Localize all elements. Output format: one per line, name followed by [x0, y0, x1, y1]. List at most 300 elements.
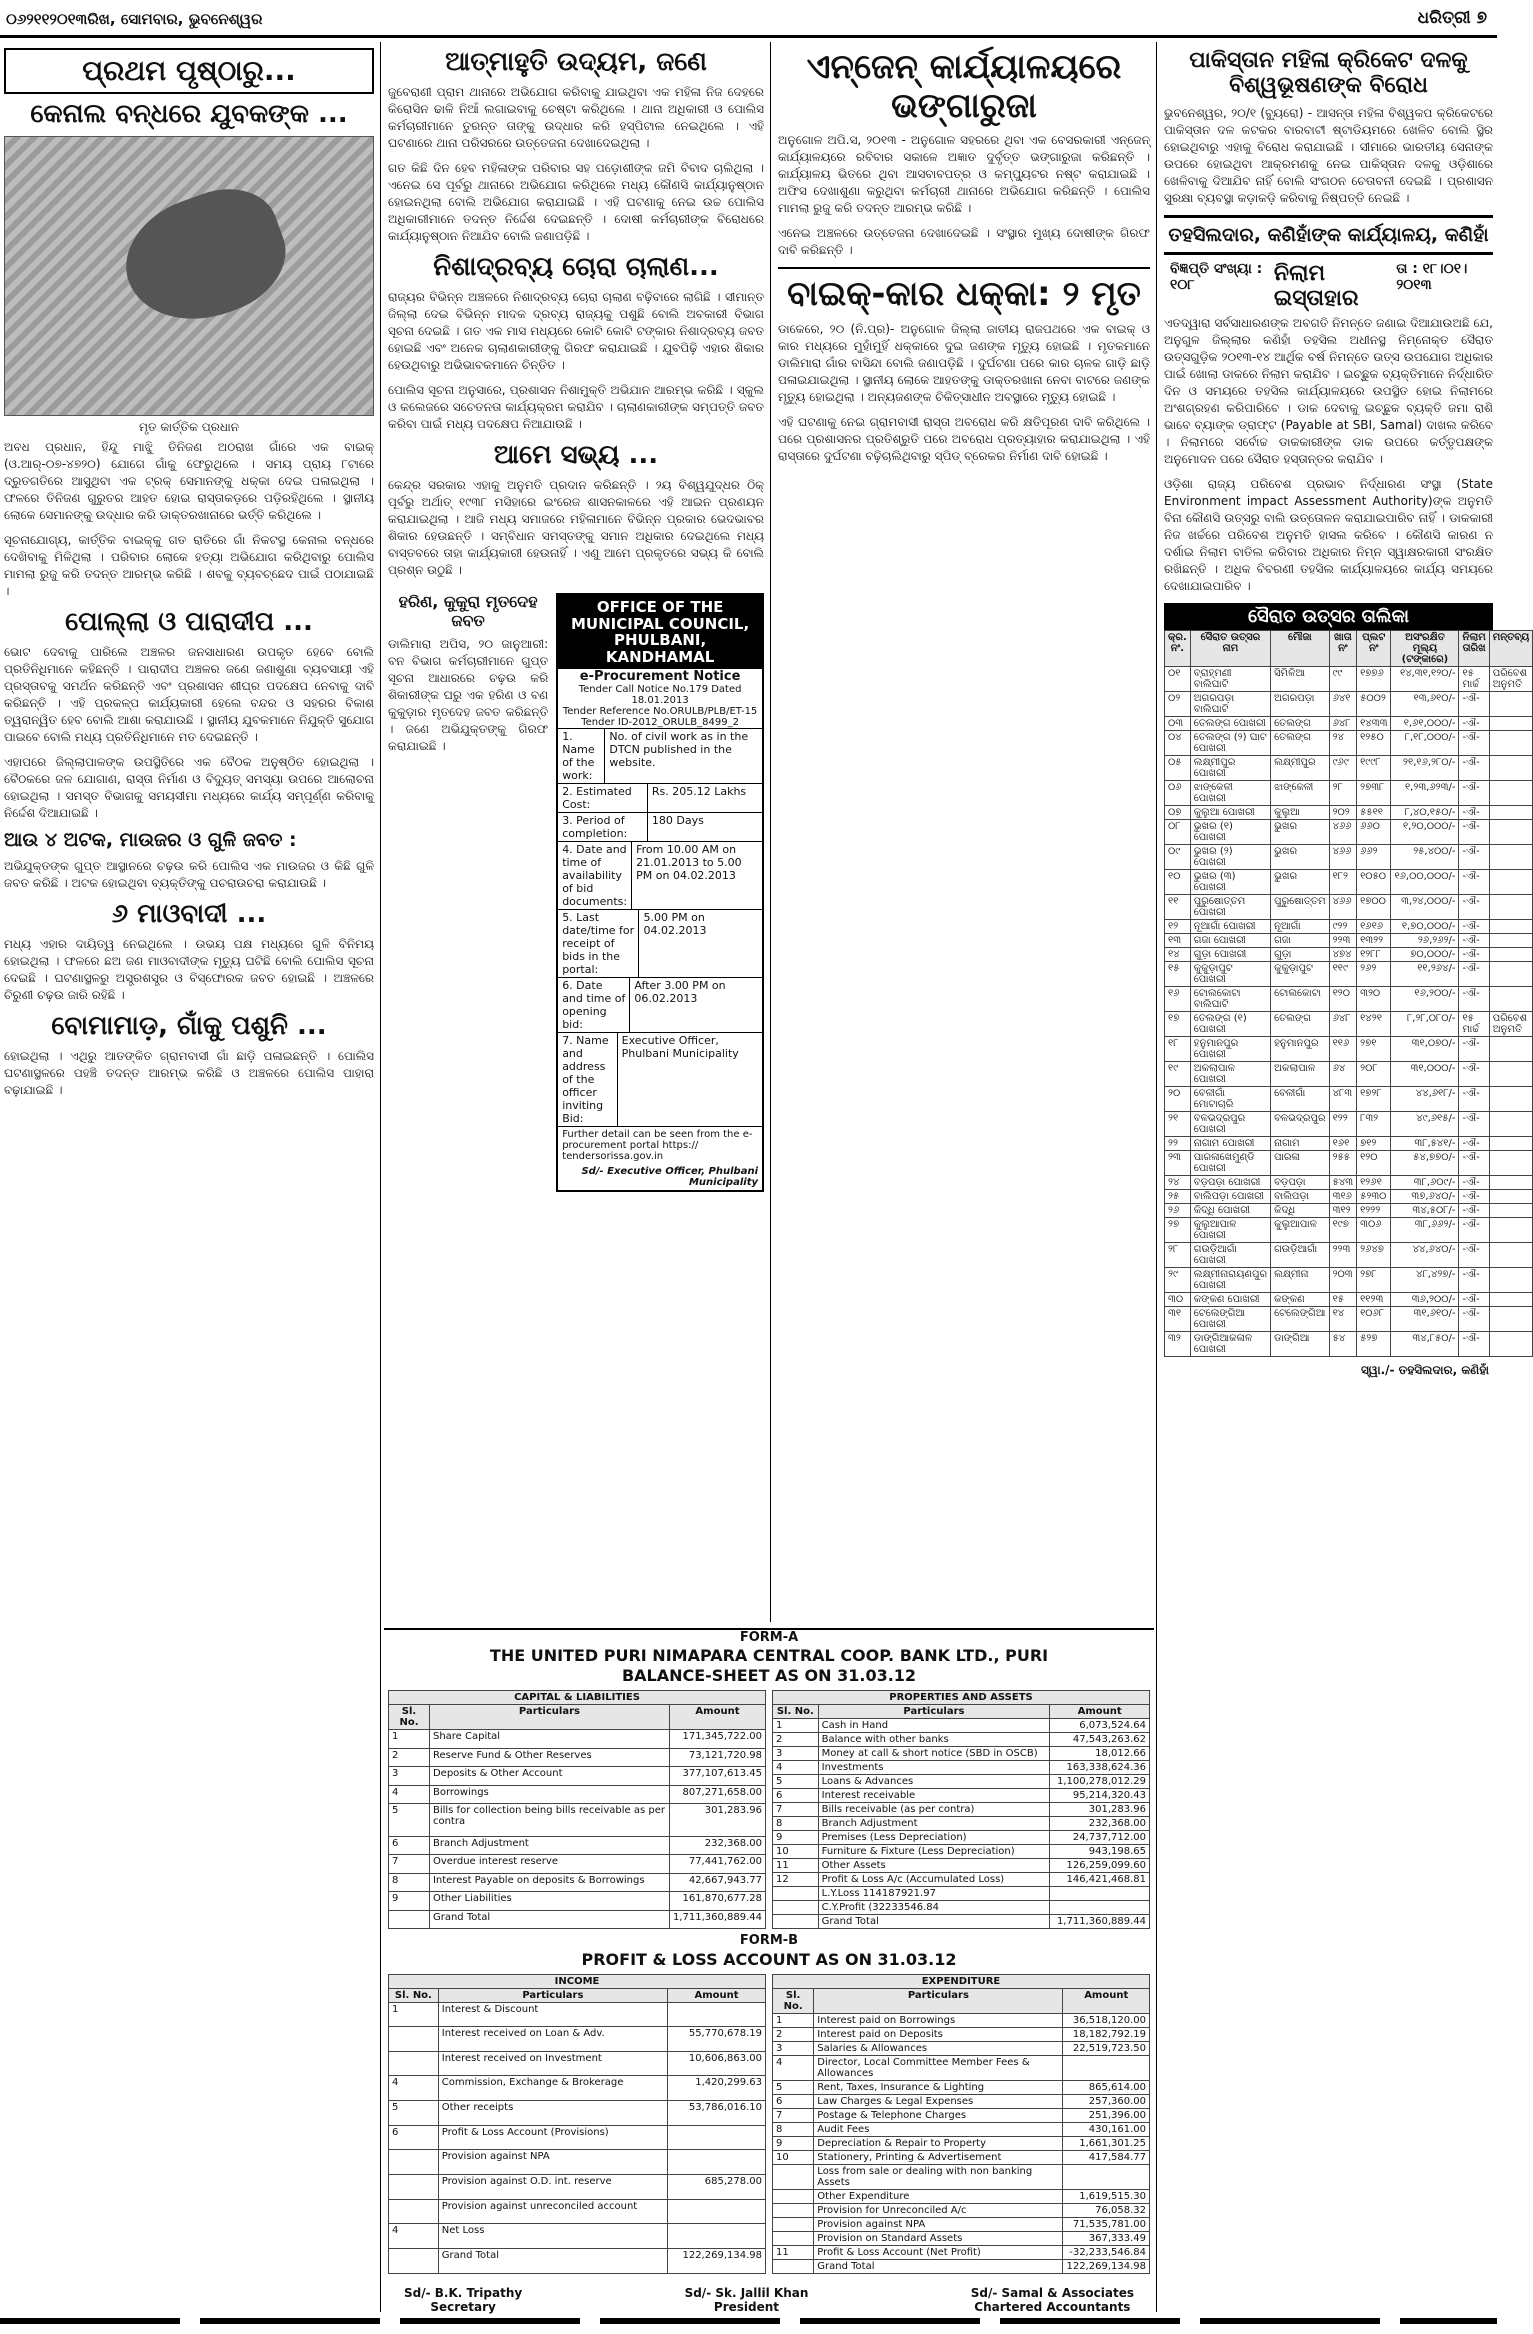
table-cell: ୩,୨୪,୦୦୦/-: [1391, 895, 1459, 920]
table-cell: 8: [389, 1873, 430, 1891]
table-cell: ୦୮: [1165, 820, 1191, 845]
table-cell: ୧୫ ମାର୍ଚ୍ଚ: [1459, 667, 1489, 692]
table-row: [389, 1730, 766, 1748]
table-cell: ପରିବେଶ ଅନୁମତି: [1489, 1012, 1533, 1037]
table-cell: 8: [773, 1817, 819, 1831]
table-cell: 9: [389, 1892, 430, 1910]
table-cell: ତେଲଙ୍ଗ: [1271, 731, 1329, 756]
signatory: [685, 2286, 809, 2314]
table-cell: -ଐ-: [1459, 1062, 1489, 1087]
table-cell: [773, 1887, 819, 1901]
table-cell: ୧୦୫୦: [1357, 870, 1391, 895]
table-cell: 1,619,515.30: [1063, 2189, 1150, 2203]
table-cell: ତେଲଙ୍ଗ ପୋଖରୀ: [1190, 717, 1270, 731]
table-cell: -ଐ-: [1459, 870, 1489, 895]
table-cell: ପରିବେଶ ଅନୁମତି: [1489, 667, 1533, 692]
table-cell: 9: [773, 1831, 819, 1845]
table-cell: 1,711,360,889.44: [1050, 1915, 1150, 1929]
table-cell: ୪୭୪: [1329, 948, 1357, 962]
balance-sheet-title: BALANCE-SHEET AS ON 31.03.12: [621, 1666, 917, 1686]
table-row: [389, 2027, 766, 2052]
signatory-role: Secretary: [430, 2299, 496, 2314]
table-cell: [668, 2150, 766, 2175]
table-cell: [1489, 934, 1533, 948]
table-cell: Interest Payable on deposits & Borrowings: [429, 1873, 669, 1891]
tender-key: 4. Date and time of availability of bid documents:: [558, 842, 632, 909]
notice-body: ଓଡ଼ିଶା ରାଜ୍ୟ ପରିବେଶ ପ୍ରଭାବ ନିର୍ଦ୍ଧାରଣ ସଂସ୍ଥା (State Environment impact Assessment Authority)ଙ୍କ ଅନୁମତି ବିନା କୌଣସି ଉତ୍ସରୁ ବାଲି ଉତ୍ତୋଳନ କରାଯାଇପାରିବ ନାହିଁ । ଡାକକାରୀ ନିଜ ଖର୍ଚ୍ଚରେ ପରିବେଶ ଅନୁମତି ହାସଲ କରିବେ । କୌଣସି କାରଣ ନ ଦର୍ଶାଇ ନିଲାମ ବାତିଲ କରିବାର ଅଧିକାର ନିମ୍ନ ସ୍ୱାକ୍ଷରକାରୀ ସଂରକ୍ଷିତ ରଖିଛନ୍ତି । ଅଧିକ ବିବରଣୀ ତହସିଲ କାର୍ଯ୍ୟାଳୟରେ କାର୍ଯ୍ୟ ସମୟରେ ଦେଖାଯାଇପାରିବ ।: [1164, 477, 1493, 594]
table-row: [773, 2245, 1150, 2259]
table-cell: Interest receivable: [818, 1789, 1050, 1803]
table-cell: [1489, 731, 1533, 756]
table-row: [389, 1836, 766, 1854]
table-cell: ୩୨୦: [1357, 987, 1391, 1012]
table-cell: [1489, 1293, 1533, 1307]
tender-key: 3. Period of completion:: [558, 813, 648, 841]
table-cell: 36,518,120.00: [1063, 2013, 1150, 2027]
balance-sheet-ad: [384, 1628, 1154, 2318]
table-cell: ୨୨୩: [1329, 1243, 1357, 1268]
tender-key: 6. Date and time of opening bid:: [558, 978, 630, 1032]
table-cell: [773, 1901, 819, 1915]
table-row: [773, 2189, 1150, 2203]
table-row: [773, 1915, 1150, 1929]
table-cell: ୨୮: [1165, 1243, 1191, 1268]
table-cell: [1489, 1176, 1533, 1190]
table-cell: 5: [773, 2080, 814, 2094]
table-cell: Provision against unreconciled account: [438, 2199, 667, 2224]
table-row: [1165, 1137, 1533, 1151]
table-row: [773, 2164, 1150, 2189]
table-cell: C.Y.Profit (32233546.84: [818, 1901, 1050, 1915]
table-row: [773, 2027, 1150, 2041]
table-cell: ୩୦୬: [1357, 1218, 1391, 1243]
table-cell: [773, 1915, 819, 1929]
table-cell: [389, 2051, 439, 2076]
table-cell: 1,420,299.63: [668, 2076, 766, 2101]
table-cell: ୧୬: [1165, 987, 1191, 1012]
col-header: Particulars: [818, 1705, 1050, 1719]
table-row: [1165, 756, 1533, 781]
tender-key: 5. Last date/time for receipt of bids in the portal:: [558, 910, 639, 977]
table-cell: [1489, 717, 1533, 731]
table-cell: 3: [389, 1767, 430, 1785]
table-cell: ୨୬,୨୬୨/-: [1391, 934, 1459, 948]
table-cell: ୧୫: [1165, 962, 1191, 987]
table-cell: ୧୭୭୬: [1357, 667, 1391, 692]
table-cell: -ଐ-: [1459, 845, 1489, 870]
table-cell: -ଐ-: [1459, 717, 1489, 731]
table-cell: ୨୫,୪୦୦/-: [1391, 845, 1459, 870]
tender-line: Tender Reference No.ORULB/PLB/ET-15: [562, 706, 758, 718]
table-cell: [1050, 1901, 1150, 1915]
table-cell: ୧୪୩୩: [1357, 717, 1391, 731]
table-row: [1165, 1307, 1533, 1332]
table-row: [773, 2259, 1150, 2273]
table-row: [773, 1887, 1150, 1901]
table-row: [773, 2136, 1150, 2150]
table-cell: ୪୬୬: [1329, 820, 1357, 845]
table-cell: -ଐ-: [1459, 1151, 1489, 1176]
table-cell: Interest received on Loan & Adv.: [438, 2027, 667, 2052]
table-cell: ୨୭୧: [1357, 1037, 1391, 1062]
table-cell: 126,259,099.60: [1050, 1859, 1150, 1873]
table-row: [389, 1873, 766, 1891]
table-cell: ୧୩,୬୧୦/-: [1391, 692, 1459, 717]
table-cell: 8: [773, 2122, 814, 2136]
story-headline: ପୋଲ୍ଲା ଓ ପାରାଦୀପ ...: [65, 607, 313, 638]
table-cell: 430,161.00: [1063, 2122, 1150, 2136]
table-cell: ତେଲଙ୍ଗ: [1271, 1012, 1329, 1037]
table-cell: -ଐ-: [1459, 692, 1489, 717]
table-cell: ନାଗାମ ପୋଖରୀ: [1190, 1137, 1270, 1151]
table-cell: [389, 2248, 439, 2273]
table-cell: 18,182,792.19: [1063, 2027, 1150, 2041]
table-cell: ୪୬୬: [1329, 845, 1357, 870]
table-row: [1165, 1176, 1533, 1190]
table-row: [1165, 1012, 1533, 1037]
story-body: ହୋଇଥିଲା । ଏଥିରୁ ଆତଙ୍କିତ ଗ୍ରାମବାସୀ ଗାଁ ଛାଡ଼ି ପଳାଇଛନ୍ତି । ପୋଲିସ ଘଟଣାସ୍ଥଳରେ ପହଞ୍ଚି ତଦନ୍ତ ଆରମ୍ଭ କରିଛି ଓ ଅଞ୍ଚଳରେ ପୋଲିସ ପାହାରା ବଢ଼ାଯାଇଛି ।: [4, 1049, 374, 1098]
col-header: Amount: [669, 1705, 765, 1730]
table-cell: -ଐ-: [1459, 920, 1489, 934]
tahasildar-signature: ସ୍ୱା./- ତହସିଲଦାର, କଣିହାଁ: [1360, 1363, 1489, 1378]
table-cell: ୧୪: [1329, 1307, 1357, 1332]
table-cell: 6: [773, 2094, 814, 2108]
table-cell: କୁଲୁଆ ପୋଖରୀ: [1190, 806, 1270, 820]
table-cell: 2: [773, 1733, 819, 1747]
story-body: ଭୁବନେଶ୍ୱର, ୨୦/୧ (ବ୍ୟୁରୋ) - ଆସନ୍ତା ମହିଳା ବିଶ୍ୱକପ କ୍ରିକେଟରେ ପାକିସ୍ତାନ ଦଳ କଟକର ବାରବାଟୀ ଷ୍ଟାଡିୟମରେ ଖେଳିବ ବୋଲି ସ୍ଥିର ହୋଇଥିବାରୁ ଏହାକୁ ବିରୋଧ କରାଯାଇଛି । ସୀମାରେ ଭାରତୀୟ ସେନାଙ୍କ ଉପରେ ହୋଇଥିବା ଆକ୍ରମଣକୁ ନେଇ ପାକିସ୍ତାନ ଦଳକୁ ଓଡ଼ିଶାରେ ଖେଳିବାକୁ ଦିଆଯିବ ନାହିଁ ବୋଲି ସଂଗଠନ ଚେତାବନୀ ଦେଇଛି । ପ୍ରଶାସନ ସୁରକ୍ଷା ବ୍ୟବସ୍ଥା କଡ଼ାକଡ଼ି କରିବାକୁ ନିଷ୍ପତ୍ତି ନେଇଛି ।: [1164, 105, 1493, 205]
table-cell: ୮,୧୮,୦୦୦/-: [1391, 731, 1459, 756]
table-cell: ଗଜା ପୋଖରୀ: [1190, 934, 1270, 948]
table-row: [1165, 1190, 1533, 1204]
tender-value: From 10.00 AM on 21.01.2013 to 5.00 PM on 04.02.2013: [636, 843, 742, 883]
expenditure-table: [772, 1974, 1150, 2274]
table-cell: ୧୨୮୮: [1357, 948, 1391, 962]
table-cell: 10: [773, 1845, 819, 1859]
table-cell: 4: [389, 1785, 430, 1803]
pl-title: PROFIT & LOSS ACCOUNT AS ON 31.03.12: [581, 1949, 957, 1969]
story-body: ରାଜ୍ୟର ବିଭିନ୍ନ ଅଞ୍ଚଳରେ ନିଶାଦ୍ରବ୍ୟ ଚୋରା ଚାଲାଣ ବଢ଼ିବାରେ ଲାଗିଛି । ସୀମାନ୍ତ ଜିଲ୍ଲା ଦେଇ ବିଭିନ୍ନ ମାଦକ ଦ୍ରବ୍ୟ ରାଜ୍ୟକୁ ପଶୁଛି ବୋଲି ଅବକାରୀ ବିଭାଗ ସୂଚନା ଦେଇଛି । ଗତ ଏକ ମାସ ମଧ୍ୟରେ କୋଟି କୋଟି ଟଙ୍କାର ନିଶାଦ୍ରବ୍ୟ ଜବତ ହୋଇଛି ଏବଂ ଅନେକ ଚାଲାଣକାରୀଙ୍କୁ ଗିରଫ କରାଯାଇଛି । ଯୁବପିଢ଼ି ଏହାର ଶିକାର ହେଉଥିବାରୁ ଅଭିଭାବକମାନେ ଚିନ୍ତିତ ।: [388, 290, 764, 373]
table-cell: Postage & Telephone Charges: [814, 2108, 1063, 2122]
table-cell: Balance with other banks: [818, 1733, 1050, 1747]
table-cell: ପୁରୁଷୋତ୍ତମ: [1271, 895, 1329, 920]
story-body: ଡାଲିମାରା ଅପିସ, ୨୦ ଜାନୁଆରୀ: ବନ ବିଭାଗ କର୍ମଚାରୀମାନେ ଗୁପ୍ତ ସୂଚନା ଆଧାରରେ ଚଢ଼ଉ କରି ଶିକାରୀଙ୍କ ଘରୁ ଏକ ହରିଣ ଓ ବଣ କୁକୁଡ଼ାର ମୃତଦେହ ଜବତ କରିଛନ୍ତି । ଜଣେ ଅଭିଯୁକ୍ତଙ୍କୁ ଗିରଫ କରାଯାଇଛି ।: [388, 637, 549, 754]
table-cell: 6: [389, 1836, 430, 1854]
table-cell: ୧,୨୦,୦୦୦/-: [1391, 820, 1459, 845]
table-cell: ୧୨୨୨: [1357, 1204, 1391, 1218]
table-cell: ଟୋଲକୋଟା: [1271, 987, 1329, 1012]
table-cell: 5: [389, 2101, 439, 2126]
table-cell: ୧୪,୩୧,୧୨୦/-: [1391, 667, 1459, 692]
table-cell: ଭୁଖର: [1271, 820, 1329, 845]
col-header: ଖାତା ନଂ: [1329, 631, 1357, 667]
story-body: ଡାକେରେ, ୨୦ (ନି.ପ୍ର)- ଅନୁଗୋଳ ଜିଲ୍ଲା ଜାତୀୟ ରାଜପଥରେ ଏକ ବାଇକ୍ ଓ କାର ମଧ୍ୟରେ ମୁହାଁମୁହିଁ ଧକ୍କାରେ ଦୁଇ ଜଣଙ୍କ ମୃତ୍ୟୁ ହୋଇଛି । ମୃତକମାନେ ଡାଲିମାରା ଗାଁର ବାସିନ୍ଦା ବୋଲି ଜଣାପଡ଼ିଛି । ଦୁର୍ଘଟଣା ପରେ କାର ଚାଳକ ଗାଡ଼ି ଛାଡ଼ି ପଳାଇଯାଇଥିଲା । ସ୍ଥାନୀୟ ଲୋକେ ଆହତଙ୍କୁ ଡାକ୍ତରଖାନା ନେବା ବାଟରେ ଜଣଙ୍କ ମୃତ୍ୟୁ ହୋଇଥିଲା । ଅନ୍ୟଜଣଙ୍କ ଚିକିତ୍ସାଧୀନ ଅବସ୍ଥାରେ ମୃତ୍ୟୁ ହୋଇଛି ।: [778, 321, 1150, 404]
story-headline: ଆଉ ୪ ଅଟକ, ମାଉଜର ଓ ଗୁଳି ଜବତ :: [4, 829, 297, 852]
table-cell: Bills for collection being bills receivable as per contra: [429, 1804, 669, 1837]
table-cell: -ଐ-: [1459, 820, 1489, 845]
table-cell: [668, 2002, 766, 2027]
table-cell: ୨୫୫: [1329, 1151, 1357, 1176]
table-cell: 161,870,677.28: [669, 1892, 765, 1910]
table-cell: ୧୧୨୩: [1357, 1293, 1391, 1307]
table-cell: Grand Total: [429, 1910, 669, 1929]
table-row: [389, 2051, 766, 2076]
table-cell: ୩୮,୫୪୧/-: [1391, 1137, 1459, 1151]
income-table: [388, 1974, 766, 2274]
table-cell: ୦୨: [1165, 692, 1191, 717]
table-row: [1165, 1037, 1533, 1062]
table-row: [773, 1719, 1150, 1733]
table-cell: Branch Adjustment: [429, 1836, 669, 1854]
table-row: [773, 2108, 1150, 2122]
story-body: ମଧ୍ୟ ଏହାର ଦାୟିତ୍ୱ ନେଇଥିଲେ । ଉଭୟ ପକ୍ଷ ମଧ୍ୟରେ ଗୁଳି ବିନିମୟ ହୋଇଥିଲା । ଫଳରେ ଛଅ ଜଣ ମାଓବାଦୀଙ୍କ ମୃତ୍ୟୁ ଘଟିଛି ବୋଲି ପୋଲିସ ସୂଚନା ଦେଇଛି । ଘଟଣାସ୍ଥଳରୁ ଅସ୍ତ୍ରଶସ୍ତ୍ର ଓ ବିସ୍ଫୋରକ ଜବତ ହୋଇଛି । ଅଞ୍ଚଳରେ ଚିରୁଣୀ ଚଢ଼ଉ ଜାରି ରହିଛି ।: [4, 937, 374, 1003]
table-cell: ନାଗାମ: [1271, 1137, 1329, 1151]
table-cell: 10: [773, 2150, 814, 2164]
column-rule: [1156, 42, 1157, 2312]
table-cell: ଅକଲାପାଳ: [1271, 1062, 1329, 1087]
col-header: Particulars: [438, 1988, 667, 2002]
photo-caption: ମୃତ କାର୍ତ୍ତିକ ପ୍ରଧାନ: [139, 419, 239, 434]
table-cell: ୨୨: [1165, 1137, 1191, 1151]
table-cell: ସିମିଳିଆ: [1271, 667, 1329, 692]
table-row: [1165, 1293, 1533, 1307]
table-cell: ୧୪: [1165, 948, 1191, 962]
table-cell: ୧୧: [1165, 895, 1191, 920]
table-cell: ୫୨୩୦: [1357, 1190, 1391, 1204]
table-cell: Grand Total: [438, 2248, 667, 2273]
table-row: [773, 2231, 1150, 2245]
table-cell: Provision against NPA: [438, 2150, 667, 2175]
table-row: [1165, 820, 1533, 845]
table-cell: ୧୫ ମାର୍ଚ୍ଚ: [1459, 1012, 1489, 1037]
story-body: ଏହି ଘଟଣାକୁ ନେଇ ଗ୍ରାମବାସୀ ରାସ୍ତା ଅବରୋଧ କରି କ୍ଷତିପୂରଣ ଦାବି କରିଥିଲେ । ପରେ ପ୍ରଶାସନର ପ୍ରତିଶ୍ରୁତି ପରେ ଅବରୋଧ ପ୍ରତ୍ୟାହାର କରାଯାଇଥିଲା । ଏହି ରାସ୍ତାରେ ଦୁର୍ଘଟଣା ବଢ଼ିଚାଲିଥିବାରୁ ସ୍ପିଡ୍ ବ୍ରେକର ନିର୍ମାଣ ଦାବି ହୋଇଛି ।: [778, 414, 1150, 463]
story-headline: ପାକିସ୍ତାନ ମହିଳା କ୍ରିକେଟ ଦଳକୁ ବିଶ୍ୱଭୂଷଣଙ୍କ ବିରୋଧ: [1189, 48, 1468, 99]
tender-value: Rs. 205.12 Lakhs: [651, 785, 747, 799]
table-cell: Other receipts: [438, 2101, 667, 2126]
table-cell: ୦୧: [1165, 667, 1191, 692]
signatories: [384, 2278, 1154, 2314]
table-cell: Borrowings: [429, 1785, 669, 1803]
table-cell: ୩୨: [1165, 1332, 1191, 1357]
table-cell: Loss from sale or dealing with non banking Assets: [814, 2164, 1063, 2189]
table-cell: ୦୩: [1165, 717, 1191, 731]
table-cell: ୪୮,୪୨୭/-: [1391, 1268, 1459, 1293]
table-cell: 22,519,723.50: [1063, 2041, 1150, 2055]
table-row: [389, 2248, 766, 2273]
table-cell: -ଐ-: [1459, 1307, 1489, 1332]
table-cell: [1050, 1887, 1150, 1901]
table-cell: ୧୮: [1165, 1037, 1191, 1062]
table-cell: 77,441,762.00: [669, 1855, 765, 1873]
table-cell: [1489, 1112, 1533, 1137]
table-cell: 1: [773, 1719, 819, 1733]
table-row: [1165, 692, 1533, 717]
table-cell: ୩୧୬: [1329, 1190, 1357, 1204]
table-cell: ୪୬୬: [1329, 895, 1357, 920]
table-cell: ୧୬୧୬: [1357, 920, 1391, 934]
story-body: ପୋଲିସ ସୂଚନା ଅନୁସାରେ, ପ୍ରଶାସନ ନିଶାମୁକ୍ତି ଅଭିଯାନ ଆରମ୍ଭ କରିଛି । ସ୍କୁଲ ଓ କଲେଜରେ ସଚେତନତା କାର୍ଯ୍ୟକ୍ରମ କରାଯିବ । ଚାଲାଣକାରୀଙ୍କ ସମ୍ପତ୍ତି ଜବତ କରିବା ପାଇଁ ମଧ୍ୟ ପଦକ୍ଷେପ ନିଆଯାଉଛି ।: [388, 383, 764, 432]
table-cell: -ଐ-: [1459, 756, 1489, 781]
story-body: କେନ୍ଦ୍ର ସରକାର ଏହାକୁ ଅନୁମତି ପ୍ରଦାନ କରିଛନ୍ତି । ୨ୟ ବିଶ୍ୱଯୁଦ୍ଧର ଠିକ୍ ପୂର୍ବରୁ ଅର୍ଥାତ୍ ୧୯୩୮ ମସିହାରେ ଇଂରେଜ ଶାସନକାଳରେ ଏହି ଆଇନ ପ୍ରଣୟନ କରାଯାଇଥିଲା । ଆଜି ମଧ୍ୟ ସମାଜରେ ମହିଳାମାନେ ବିଭିନ୍ନ ପ୍ରକାର ଭେଦଭାବର ଶିକାର ହେଉଛନ୍ତି । ସମ୍ବିଧାନ ସମସ୍ତଙ୍କୁ ସମାନ ଅଧିକାର ଦେଇଥିଲେ ମଧ୍ୟ ବାସ୍ତବରେ ତାହା କାର୍ଯ୍ୟକାରୀ ହେଉନାହିଁ । ଏଣୁ ଆମେ ପ୍ରକୃତରେ ସଭ୍ୟ କି ବୋଲି ପ୍ରଶ୍ନ ଉଠୁଛି ।: [388, 478, 764, 578]
table-cell: Other Assets: [818, 1859, 1050, 1873]
table-cell: ୧୫: [1329, 1293, 1357, 1307]
table-cell: ୬୪୮: [1329, 1012, 1357, 1037]
table-cell: ନୂଆଗାଁ ପୋଖରୀ: [1190, 920, 1270, 934]
story-body: ଏହାପରେ ଜିଲ୍ଲାପାଳଙ୍କ ଉପସ୍ଥିତିରେ ଏକ ବୈଠକ ଅନୁଷ୍ଠିତ ହୋଇଥିଲା । ବୈଠକରେ ଜଳ ଯୋଗାଣ, ରାସ୍ତା ନିର୍ମାଣ ଓ ବିଦ୍ୟୁତ୍ ସମସ୍ୟା ଉପରେ ଆଲୋଚନା ହୋଇଥିଲା । ସମସ୍ତ ବିଭାଗକୁ ସମୟସୀମା ମଧ୍ୟରେ କାର୍ଯ୍ୟ ସମ୍ପୂର୍ଣ୍ଣ କରିବାକୁ ନିର୍ଦ୍ଦେଶ ଦିଆଯାଇଛି ।: [4, 755, 374, 821]
story-headline: ଆତ୍ମାହୁତି ଉଦ୍ୟମ, ଜଣେ: [445, 47, 707, 77]
table-heading: PROPERTIES AND ASSETS: [773, 1691, 1150, 1705]
table-cell: ୩୧,୬୧୦/-: [1391, 1307, 1459, 1332]
table-cell: ୧୧,୨୬୪/-: [1391, 962, 1459, 987]
table-cell: ୫୪୩: [1329, 1176, 1357, 1190]
table-cell: ୭୧୨: [1357, 1137, 1391, 1151]
table-cell: [1489, 962, 1533, 987]
table-cell: -ଐ-: [1459, 1037, 1489, 1062]
table-cell: [389, 1910, 430, 1929]
tender-key: 1. Name of the work:: [558, 729, 605, 783]
table-cell: 3: [773, 2041, 814, 2055]
table-cell: [1489, 820, 1533, 845]
table-cell: 163,338,624.36: [1050, 1761, 1150, 1775]
table-cell: ୨୧: [1165, 1112, 1191, 1137]
table-cell: ୨୦୨: [1329, 806, 1357, 820]
table-cell: 95,214,320.43: [1050, 1789, 1150, 1803]
table-cell: ୮,୨୮,୦୮୦/-: [1391, 1012, 1459, 1037]
table-heading: CAPITAL & LIABILITIES: [389, 1691, 766, 1705]
table-cell: -ଐ-: [1459, 731, 1489, 756]
table-cell: ଭୁଖର: [1271, 870, 1329, 895]
assets-table: [772, 1690, 1150, 1929]
table-cell: [389, 2174, 439, 2199]
pl-tables: [388, 1974, 1150, 2274]
table-cell: ତେଲଙ୍ଗ: [1271, 717, 1329, 731]
table-cell: ୧୧୬: [1329, 1037, 1357, 1062]
table-cell: 5: [389, 1804, 430, 1837]
table-cell: Other Liabilities: [429, 1892, 669, 1910]
table-cell: Rent, Taxes, Insurance & Lighting: [814, 2080, 1063, 2094]
balance-tables: [388, 1690, 1150, 1929]
table-cell: ଟେଲେଙ୍ଗିଆ: [1271, 1307, 1329, 1332]
table-cell: ୩୮,୬୦୯/-: [1391, 1176, 1459, 1190]
table-cell: ୧୨: [1165, 920, 1191, 934]
table-cell: [1489, 692, 1533, 717]
table-cell: ୧,୬୧,୦୦୦/-: [1391, 717, 1459, 731]
col-header: Sl. No.: [389, 1705, 430, 1730]
table-cell: [1063, 2055, 1150, 2080]
table-cell: 807,271,658.00: [669, 1785, 765, 1803]
table-cell: Provision on Standard Assets: [814, 2231, 1063, 2245]
table-cell: 7: [773, 1803, 819, 1817]
table-cell: Profit & Loss Account (Provisions): [438, 2125, 667, 2150]
table-cell: ୧୨୫୦: [1357, 731, 1391, 756]
table-row: [1165, 934, 1533, 948]
table-cell: ତେଲଙ୍ଗ (୧) ପୋଖରୀ: [1190, 1012, 1270, 1037]
table-cell: 10,606,863.00: [668, 2051, 766, 2076]
tender-row: [558, 841, 762, 909]
table-row: [389, 2150, 766, 2175]
notice-subheader: [1170, 261, 1487, 311]
table-row: [1165, 987, 1533, 1012]
table-row: [1165, 962, 1533, 987]
table-cell: Interest paid on Borrowings: [814, 2013, 1063, 2027]
table-cell: 53,786,016.10: [668, 2101, 766, 2126]
footer-rule: [0, 2318, 1497, 2324]
table-row: [1165, 948, 1533, 962]
table-row: [773, 2013, 1150, 2027]
table-cell: 24,737,712.00: [1050, 1831, 1150, 1845]
table-row: [773, 1901, 1150, 1915]
table-cell: [1489, 1151, 1533, 1176]
table-row: [773, 2080, 1150, 2094]
col-header: Particulars: [814, 1988, 1063, 2013]
table-row: [389, 1748, 766, 1766]
table-cell: 1: [389, 2002, 439, 2027]
table-cell: ବ୍ରାହ୍ମଣୀ ବାଲିଘାଟି: [1190, 667, 1270, 692]
table-row: [773, 2094, 1150, 2108]
table-cell: [389, 2027, 439, 2052]
form-a-label: FORM-A: [739, 1630, 799, 1645]
table-cell: ଭୁଖର: [1271, 845, 1329, 870]
table-cell: Salaries & Allowances: [814, 2041, 1063, 2055]
table-cell: ୧୦୬୮: [1357, 1307, 1391, 1332]
table-cell: ୬୬୦: [1357, 820, 1391, 845]
table-cell: ୩୧,୦୭୦/-: [1391, 1037, 1459, 1062]
table-cell: ୧୬,୦୦,୦୦୦/-: [1391, 870, 1459, 895]
table-cell: ୨୪: [1165, 1176, 1191, 1190]
table-cell: Net Loss: [438, 2224, 667, 2249]
tender-row: [558, 1032, 762, 1126]
table-row: [389, 2002, 766, 2027]
table-cell: ଲକ୍ଷ୍ମୀପୁର ପୋଖରୀ: [1190, 756, 1270, 781]
table-row: [389, 1767, 766, 1785]
table-cell: ଅଗରପଡ଼ା: [1271, 692, 1329, 717]
table-row: [1165, 731, 1533, 756]
table-cell: [1489, 1190, 1533, 1204]
table-row: [389, 2076, 766, 2101]
table-row: [389, 1910, 766, 1929]
table-cell: Interest paid on Deposits: [814, 2027, 1063, 2041]
table-row: [1165, 781, 1533, 806]
table-row: [1165, 845, 1533, 870]
table-cell: ୨୫: [1165, 1190, 1191, 1204]
table-cell: 5: [773, 1775, 819, 1789]
table-cell: Profit & Loss Account (Net Profit): [814, 2245, 1063, 2259]
table-cell: 47,543,263.62: [1050, 1733, 1150, 1747]
table-cell: -32,233,546.84: [1063, 2245, 1150, 2259]
notice-number: ବିଜ୍ଞପ୍ତି ସଂଖ୍ୟା : ୧୦୮: [1170, 260, 1263, 293]
table-cell: ବାଲିପଡ଼ା ପୋଖରୀ: [1190, 1190, 1270, 1204]
table-cell: ଗଉଡ଼ିଆଗାଁ ପୋଖରୀ: [1190, 1243, 1270, 1268]
tender-rows: [558, 728, 762, 1126]
table-cell: ୧୭୦୦: [1357, 895, 1391, 920]
table-row: [773, 1747, 1150, 1761]
table-cell: 11: [773, 1859, 819, 1873]
photo-subject: [109, 173, 300, 340]
table-cell: Bills receivable (as per contra): [818, 1803, 1050, 1817]
table-cell: Provision against O.D. int. reserve: [438, 2174, 667, 2199]
table-cell: [1489, 1204, 1533, 1218]
table-cell: Overdue interest reserve: [429, 1855, 669, 1873]
table-row: [389, 1804, 766, 1837]
table-row: [1165, 1218, 1533, 1243]
table-cell: ୧୨୨: [1329, 1112, 1357, 1137]
table-cell: ୫୨୭: [1357, 1332, 1391, 1357]
table-cell: 6,073,524.64: [1050, 1719, 1150, 1733]
table-cell: ବେଳୀଗାଁ: [1271, 1087, 1329, 1112]
table-cell: ୧୭୨୮: [1357, 1087, 1391, 1112]
table-cell: ୩୦: [1165, 1293, 1191, 1307]
table-cell: 1,100,278,012.29: [1050, 1775, 1150, 1789]
table-cell: 11: [773, 2245, 814, 2259]
